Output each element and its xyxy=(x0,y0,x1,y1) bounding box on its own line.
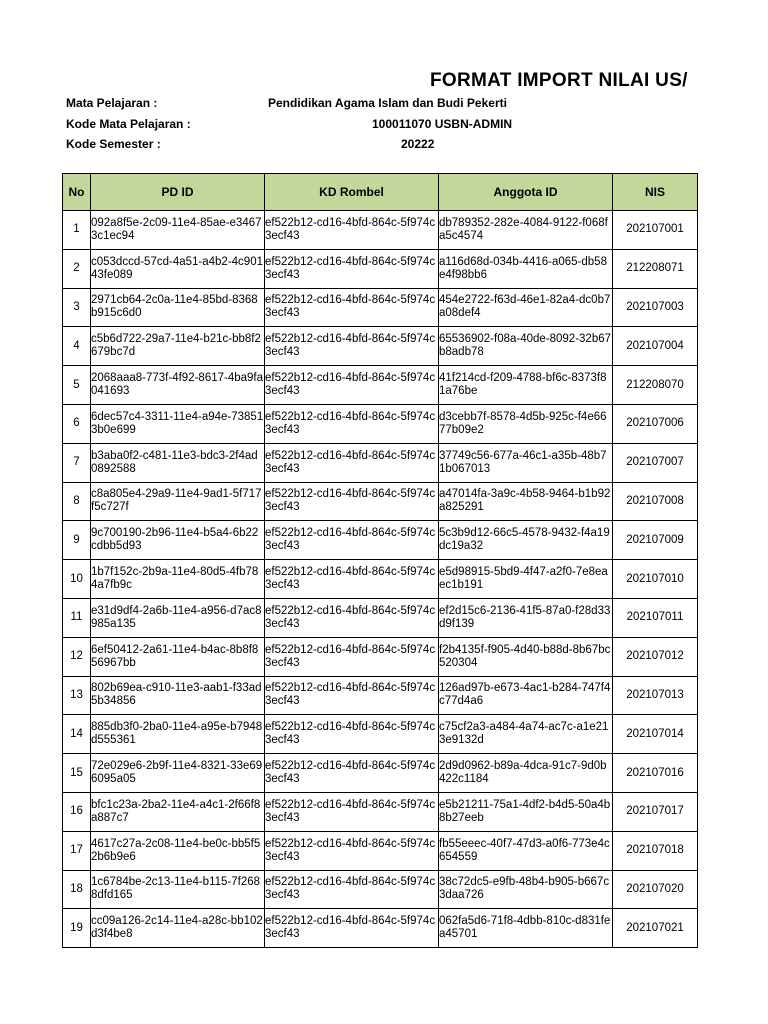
nilai-table xyxy=(62,173,698,948)
cell-kd-rombel: ef522b12-cd16-4bfd-864c-5f974c3ecf43 xyxy=(265,637,439,676)
table-row xyxy=(63,715,698,754)
cell-pd-id: b3aba0f2-c481-11e3-bdc3-2f4ad0892588 xyxy=(91,443,265,482)
cell-nis: 212208071 xyxy=(613,249,698,288)
cell-anggota-id: 65536902-f08a-40de-8092-32b67b8adb78 xyxy=(439,327,613,366)
cell-anggota-id: fb55eeec-40f7-47d3-a0f6-773e4c654559 xyxy=(439,831,613,870)
cell-no: 10 xyxy=(63,560,91,599)
cell-nis: 202107004 xyxy=(613,327,698,366)
cell-pd-id: 1b7f152c-2b9a-11e4-80d5-4fb784a7fb9c xyxy=(91,560,265,599)
cell-anggota-id: 2d9d0962-b89a-4dca-91c7-9d0b422c1184 xyxy=(439,754,613,793)
cell-anggota-id: 37749c56-677a-46c1-a35b-48b71b067013 xyxy=(439,443,613,482)
table-row xyxy=(63,831,698,870)
cell-anggota-id: 454e2722-f63d-46e1-82a4-dc0b7a08def4 xyxy=(439,288,613,327)
cell-no: 7 xyxy=(63,443,91,482)
cell-pd-id: 802b69ea-c910-11e3-aab1-f33ad5b34856 xyxy=(91,676,265,715)
cell-anggota-id: db789352-282e-4084-9122-f068fa5c4574 xyxy=(439,211,613,250)
table-row xyxy=(63,482,698,521)
cell-pd-id: c8a805e4-29a9-11e4-9ad1-5f717f5c727f xyxy=(91,482,265,521)
cell-no: 13 xyxy=(63,676,91,715)
cell-no: 15 xyxy=(63,754,91,793)
cell-nis: 202107008 xyxy=(613,482,698,521)
cell-pd-id: cc09a126-2c14-11e4-a28c-bb102d3f4be8 xyxy=(91,909,265,948)
cell-kd-rombel: ef522b12-cd16-4bfd-864c-5f974c3ecf43 xyxy=(265,288,439,327)
table-header-row xyxy=(63,174,698,211)
cell-kd-rombel: ef522b12-cd16-4bfd-864c-5f974c3ecf43 xyxy=(265,870,439,909)
cell-kd-rombel: ef522b12-cd16-4bfd-864c-5f974c3ecf43 xyxy=(265,211,439,250)
cell-pd-id: 72e029e6-2b9f-11e4-8321-33e696095a05 xyxy=(91,754,265,793)
table-row xyxy=(63,404,698,443)
table-row xyxy=(63,288,698,327)
cell-anggota-id: 5c3b9d12-66c5-4578-9432-f4a19dc19a32 xyxy=(439,521,613,560)
table-row xyxy=(63,870,698,909)
cell-kd-rombel: ef522b12-cd16-4bfd-864c-5f974c3ecf43 xyxy=(265,521,439,560)
cell-pd-id: e31d9df4-2a6b-11e4-a956-d7ac8985a135 xyxy=(91,598,265,637)
kode-semester-value: 20222 xyxy=(401,137,435,151)
cell-kd-rombel: ef522b12-cd16-4bfd-864c-5f974c3ecf43 xyxy=(265,792,439,831)
table-row xyxy=(63,792,698,831)
cell-kd-rombel: ef522b12-cd16-4bfd-864c-5f974c3ecf43 xyxy=(265,366,439,405)
cell-pd-id: c5b6d722-29a7-11e4-b21c-bb8f2679bc7d xyxy=(91,327,265,366)
cell-pd-id: 6dec57c4-3311-11e4-a94e-738513b0e699 xyxy=(91,404,265,443)
cell-no: 19 xyxy=(63,909,91,948)
cell-nis: 202107018 xyxy=(613,831,698,870)
cell-pd-id: 092a8f5e-2c09-11e4-85ae-e34673c1ec94 xyxy=(91,211,265,250)
table-row xyxy=(63,366,698,405)
cell-no: 3 xyxy=(63,288,91,327)
cell-pd-id: 1c6784be-2c13-11e4-b115-7f2688dfd165 xyxy=(91,870,265,909)
cell-pd-id: c053dccd-57cd-4a51-a4b2-4c90143fe089 xyxy=(91,249,265,288)
cell-no: 4 xyxy=(63,327,91,366)
cell-kd-rombel: ef522b12-cd16-4bfd-864c-5f974c3ecf43 xyxy=(265,754,439,793)
kode-mapel-value: 100011070 USBN-ADMIN xyxy=(372,117,513,131)
cell-pd-id: 885db3f0-2ba0-11e4-a95e-b7948d555361 xyxy=(91,715,265,754)
cell-pd-id: 9c700190-2b96-11e4-b5a4-6b22cdbb5d93 xyxy=(91,521,265,560)
cell-nis: 202107017 xyxy=(613,792,698,831)
cell-nis: 202107020 xyxy=(613,870,698,909)
cell-nis: 202107014 xyxy=(613,715,698,754)
cell-kd-rombel: ef522b12-cd16-4bfd-864c-5f974c3ecf43 xyxy=(265,909,439,948)
header-kd-rombel: KD Rombel xyxy=(265,174,439,211)
cell-kd-rombel: ef522b12-cd16-4bfd-864c-5f974c3ecf43 xyxy=(265,327,439,366)
cell-pd-id: 6ef50412-2a61-11e4-b4ac-8b8f856967bb xyxy=(91,637,265,676)
table-row xyxy=(63,249,698,288)
cell-anggota-id: e5d98915-5bd9-4f47-a2f0-7e8eaec1b191 xyxy=(439,560,613,599)
table-row xyxy=(63,211,698,250)
cell-nis: 202107007 xyxy=(613,443,698,482)
table-row xyxy=(63,598,698,637)
cell-anggota-id: 41f214cd-f209-4788-bf6c-8373f81a76be xyxy=(439,366,613,405)
cell-nis: 212208070 xyxy=(613,366,698,405)
cell-pd-id: bfc1c23a-2ba2-11e4-a4c1-2f66f8a887c7 xyxy=(91,792,265,831)
header-pd-id: PD ID xyxy=(91,174,265,211)
cell-kd-rombel: ef522b12-cd16-4bfd-864c-5f974c3ecf43 xyxy=(265,715,439,754)
cell-no: 11 xyxy=(63,598,91,637)
cell-no: 1 xyxy=(63,211,91,250)
cell-nis: 202107010 xyxy=(613,560,698,599)
table-row xyxy=(63,754,698,793)
cell-anggota-id: e5b21211-75a1-4df2-b4d5-50a4b8b27eeb xyxy=(439,792,613,831)
cell-no: 9 xyxy=(63,521,91,560)
cell-anggota-id: 062fa5d6-71f8-4dbb-810c-d831fea45701 xyxy=(439,909,613,948)
cell-nis: 202107001 xyxy=(613,211,698,250)
cell-no: 14 xyxy=(63,715,91,754)
cell-nis: 202107009 xyxy=(613,521,698,560)
table-row xyxy=(63,560,698,599)
cell-kd-rombel: ef522b12-cd16-4bfd-864c-5f974c3ecf43 xyxy=(265,482,439,521)
cell-nis: 202107013 xyxy=(613,676,698,715)
cell-anggota-id: f2b4135f-f905-4d40-b88d-8b67bc520304 xyxy=(439,637,613,676)
cell-kd-rombel: ef522b12-cd16-4bfd-864c-5f974c3ecf43 xyxy=(265,831,439,870)
cell-pd-id: 2971cb64-2c0a-11e4-85bd-8368b915c6d0 xyxy=(91,288,265,327)
cell-pd-id: 2068aaa8-773f-4f92-8617-4ba9fa041693 xyxy=(91,366,265,405)
cell-pd-id: 4617c27a-2c08-11e4-be0c-bb5f52b6b9e6 xyxy=(91,831,265,870)
table-row xyxy=(63,327,698,366)
table-row xyxy=(63,909,698,948)
cell-nis: 202107021 xyxy=(613,909,698,948)
cell-nis: 202107011 xyxy=(613,598,698,637)
cell-no: 12 xyxy=(63,637,91,676)
cell-anggota-id: 38c72dc5-e9fb-48b4-b905-b667c3daa726 xyxy=(439,870,613,909)
cell-kd-rombel: ef522b12-cd16-4bfd-864c-5f974c3ecf43 xyxy=(265,676,439,715)
cell-nis: 202107006 xyxy=(613,404,698,443)
table-row xyxy=(63,443,698,482)
cell-no: 18 xyxy=(63,870,91,909)
cell-no: 17 xyxy=(63,831,91,870)
table-row xyxy=(63,676,698,715)
header-no: No xyxy=(63,174,91,211)
cell-kd-rombel: ef522b12-cd16-4bfd-864c-5f974c3ecf43 xyxy=(265,404,439,443)
kode-mapel-label: Kode Mata Pelajaran : xyxy=(66,117,191,131)
cell-anggota-id: a116d68d-034b-4416-a065-db58e4f98bb6 xyxy=(439,249,613,288)
cell-nis: 202107003 xyxy=(613,288,698,327)
cell-no: 16 xyxy=(63,792,91,831)
cell-no: 6 xyxy=(63,404,91,443)
cell-nis: 202107012 xyxy=(613,637,698,676)
table-row xyxy=(63,521,698,560)
header-nis: NIS xyxy=(613,174,698,211)
cell-kd-rombel: ef522b12-cd16-4bfd-864c-5f974c3ecf43 xyxy=(265,443,439,482)
mapel-label: Mata Pelajaran : xyxy=(66,96,158,110)
cell-no: 8 xyxy=(63,482,91,521)
cell-no: 5 xyxy=(63,366,91,405)
cell-kd-rombel: ef522b12-cd16-4bfd-864c-5f974c3ecf43 xyxy=(265,598,439,637)
cell-kd-rombel: ef522b12-cd16-4bfd-864c-5f974c3ecf43 xyxy=(265,560,439,599)
cell-anggota-id: d3cebb7f-8578-4d5b-925c-f4e6677b09e2 xyxy=(439,404,613,443)
cell-anggota-id: 126ad97b-e673-4ac1-b284-747f4c77d4a6 xyxy=(439,676,613,715)
cell-kd-rombel: ef522b12-cd16-4bfd-864c-5f974c3ecf43 xyxy=(265,249,439,288)
mapel-value: Pendidikan Agama Islam dan Budi Pekerti xyxy=(268,96,507,110)
page-title: FORMAT IMPORT NILAI US/ xyxy=(430,70,688,91)
header-anggota-id: Anggota ID xyxy=(439,174,613,211)
kode-semester-label: Kode Semester : xyxy=(66,137,161,151)
cell-nis: 202107016 xyxy=(613,754,698,793)
cell-no: 2 xyxy=(63,249,91,288)
cell-anggota-id: a47014fa-3a9c-4b58-9464-b1b92a825291 xyxy=(439,482,613,521)
cell-anggota-id: ef2d15c6-2136-41f5-87a0-f28d33d9f139 xyxy=(439,598,613,637)
cell-anggota-id: c75cf2a3-a484-4a74-ac7c-a1e213e9132d xyxy=(439,715,613,754)
table-row xyxy=(63,637,698,676)
